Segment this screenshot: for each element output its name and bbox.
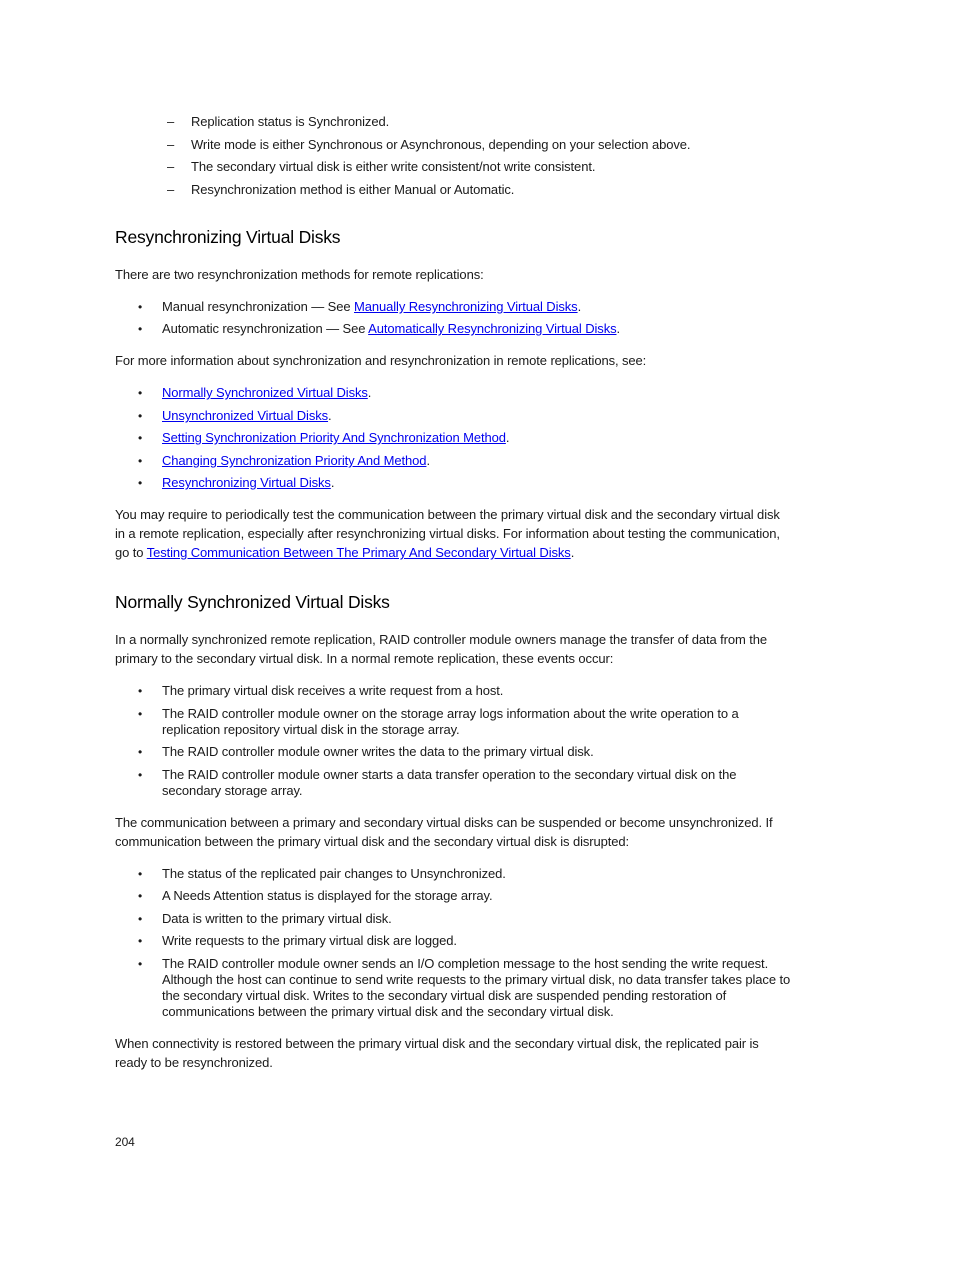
bullet-marker: •	[138, 454, 143, 468]
bullet-marker: •	[138, 431, 143, 445]
bullet-marker: •	[138, 768, 143, 782]
list-item-continuation: Although the host can continue to send write requests to the primary virtual disk, no data transfer takes place to	[162, 972, 791, 987]
method-label: Automatic resynchronization — See	[162, 321, 369, 336]
list-item-continuation: communications between the primary virtual disk and the secondary virtual disk.	[162, 1004, 614, 1019]
bullet-marker: •	[138, 322, 143, 336]
period: .	[367, 385, 372, 400]
paragraph-line: In a normally synchronized remote replication, RAID controller module owners manage the transfer of data from the	[115, 632, 768, 647]
link-automatically-resynchronizing[interactable]: Automatically Resynchronizing Virtual Disks	[368, 321, 617, 336]
period: .	[616, 321, 621, 336]
link-unsynchronized[interactable]: Unsynchronized Virtual Disks	[162, 408, 329, 423]
list-item-continuation: secondary storage array.	[162, 783, 303, 798]
paragraph-line: primary to the secondary virtual disk. In a normal remote replication, these events occur:	[115, 651, 614, 666]
bullet-marker: •	[138, 300, 143, 314]
page-number: 204	[115, 1135, 135, 1149]
resync-intro: There are two resynchronization methods for remote replications:	[115, 267, 484, 282]
bullet-marker: •	[138, 707, 143, 721]
period: .	[426, 453, 430, 468]
bullet-marker: •	[138, 912, 143, 926]
section-heading-resynchronizing: Resynchronizing Virtual Disks	[115, 227, 341, 247]
bullet-marker: •	[138, 409, 143, 423]
section-heading-normally-synchronized: Normally Synchronized Virtual Disks	[115, 592, 390, 612]
list-item	[162, 408, 332, 424]
paragraph-line: in a remote replication, especially after resynchronizing virtual disks. For information about testing the communication,	[115, 526, 780, 541]
list-item	[162, 385, 371, 401]
link-manually-resynchronizing[interactable]: Manually Resynchronizing Virtual Disks	[354, 299, 578, 314]
list-item	[162, 430, 509, 446]
paragraph-line	[115, 545, 574, 561]
list-item-continuation: the secondary virtual disk. Writes to the secondary virtual disk are suspended pending restoration of	[162, 988, 727, 1003]
paragraph-line: You may require to periodically test the communication between the primary virtual disk and the secondary virtual disk	[115, 507, 780, 522]
period: .	[505, 430, 510, 445]
bullet-marker: •	[138, 386, 143, 400]
dash-marker: –	[167, 159, 175, 174]
list-item: The RAID controller module owner on the storage array logs information about the write operation to a	[162, 706, 739, 721]
list-item: The RAID controller module owner sends an I/O completion message to the host sending the write request.	[162, 956, 769, 971]
more-info-paragraph: For more information about synchronization and resynchronization in remote replications, see:	[115, 353, 647, 368]
dash-list-item: Write mode is either Synchronous or Asynchronous, depending on your selection above.	[191, 137, 691, 152]
dash-marker: –	[167, 182, 175, 197]
list-item: The status of the replicated pair changes to Unsynchronized.	[162, 866, 506, 881]
bullet-marker: •	[138, 745, 143, 759]
paragraph-line: communication between the primary virtual disk and the secondary virtual disk is disrupted:	[115, 834, 630, 849]
list-item: A Needs Attention status is displayed for the storage array.	[162, 888, 493, 903]
link-setting-sync-priority[interactable]: Setting Synchronization Priority And Synchronization Method	[162, 430, 506, 445]
period: .	[570, 545, 575, 560]
method-label: Manual resynchronization — See	[162, 299, 355, 314]
dash-list-item: The secondary virtual disk is either write consistent/not write consistent.	[191, 159, 596, 174]
period: .	[330, 475, 335, 490]
list-item	[162, 299, 581, 315]
list-item: The primary virtual disk receives a write request from a host.	[162, 683, 504, 698]
list-item-continuation: replication repository virtual disk in the storage array.	[162, 722, 460, 737]
list-item: Write requests to the primary virtual disk are logged.	[162, 933, 457, 948]
link-normally-synchronized[interactable]: Normally Synchronized Virtual Disks	[162, 385, 368, 400]
paragraph-line: The communication between a primary and secondary virtual disks can be suspended or become unsynchronized. If	[115, 815, 773, 830]
paragraph-line: When connectivity is restored between the primary virtual disk and the secondary virtual disk, the replicated pair is	[115, 1036, 759, 1051]
bullet-marker: •	[138, 684, 143, 698]
link-testing-communication[interactable]: Testing Communication Between The Primary And Secondary Virtual Disks	[146, 545, 571, 560]
paragraph-line: ready to be resynchronized.	[115, 1055, 273, 1070]
dash-list-item: Resynchronization method is either Manual or Automatic.	[191, 182, 515, 197]
link-resynchronizing[interactable]: Resynchronizing Virtual Disks	[162, 475, 331, 490]
list-item	[162, 321, 620, 337]
period: .	[328, 408, 332, 423]
bullet-marker: •	[138, 934, 143, 948]
period: .	[577, 299, 582, 314]
go-to-label: go to	[115, 545, 147, 560]
bullet-marker: •	[138, 889, 143, 903]
list-item: The RAID controller module owner writes the data to the primary virtual disk.	[162, 744, 594, 759]
list-item: The RAID controller module owner starts a data transfer operation to the secondary virtual disk on the	[162, 767, 737, 782]
bullet-marker: •	[138, 957, 143, 971]
list-item	[162, 475, 334, 491]
bullet-marker: •	[138, 867, 143, 881]
list-item: Data is written to the primary virtual disk.	[162, 911, 392, 926]
dash-marker: –	[167, 137, 175, 152]
list-item	[162, 453, 430, 469]
dash-marker: –	[167, 114, 175, 129]
dash-list-item: Replication status is Synchronized.	[191, 114, 390, 129]
bullet-marker: •	[138, 476, 143, 490]
link-changing-sync-priority[interactable]: Changing Synchronization Priority And Method	[162, 453, 427, 468]
